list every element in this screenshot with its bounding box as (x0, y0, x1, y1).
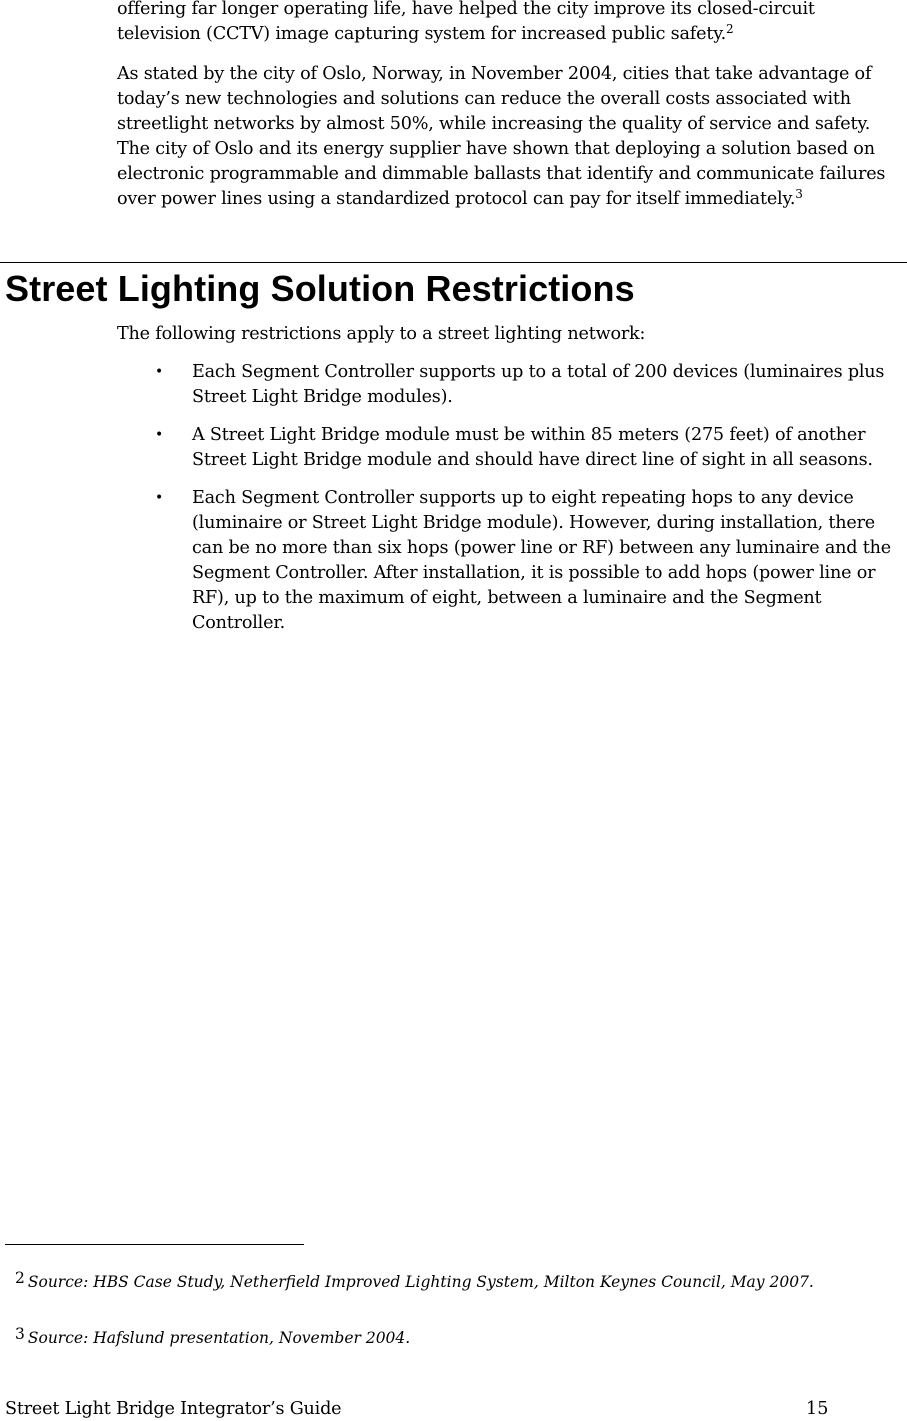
footnote-2 (15, 1267, 875, 1293)
intro-paragraph-2-text: As stated by the city of Oslo, Norway, in November 2004, cities that take advantage of today’s new technologies and solutions can reduce the overall costs associated with streetlight networks by almost 50%, while increasing the quality of service and safety. The city of Oslo and its energy supplier have shown that deploying a solution based on electronic programmable and dimmable ballasts that identify and communicate failures over power lines using a standardized protocol can pay for itself immediately. (117, 64, 886, 209)
section-lead: The following restrictions apply to a street lighting network: (117, 324, 646, 344)
restrictions-list (155, 360, 905, 649)
page-number: 15 (806, 1399, 829, 1419)
footnote-ref-3[interactable]: 3 (795, 187, 803, 201)
intro-paragraph-1 (117, 0, 897, 47)
footnote-separator (5, 1244, 304, 1245)
list-item (155, 423, 905, 473)
list-item (155, 360, 905, 410)
bullet-icon: • (155, 427, 164, 443)
footnote-number: 2 (15, 1269, 25, 1287)
list-item-text: Each Segment Controller supports up to eight repeating hops to any device (luminaire or Street Light Bridge module). However, during installation, there can be no more than six hops (power line or RF) between any luminaire and the Segment Controller. After installation, it is possible to add hops (power line or RF), up to the maximum of eight, between a luminaire and the Segment Controller. (192, 488, 891, 633)
footer-title: Street Light Bridge Integrator’s Guide (5, 1399, 342, 1419)
section-divider (0, 262, 907, 263)
section-heading: Street Lighting Solution Restrictions (5, 268, 635, 309)
list-item-text: Each Segment Controller supports up to a total of 200 devices (luminaires plus Street Light Bridge modules). (192, 362, 885, 407)
footnote-text: Source: HBS Case Study, Netherfield Improved Lighting System, Milton Keynes Council, May 2007. (27, 1273, 814, 1291)
intro-paragraph-1-text: offering far longer operating life, have helped the city improve its closed-circuit television (CCTV) image capturing system for increased public safety. (117, 0, 815, 44)
footnote-3 (15, 1323, 875, 1349)
list-item-text: A Street Light Bridge module must be within 85 meters (275 feet) of another Street Light Bridge module and should have direct line of sight in all seasons. (192, 425, 873, 470)
bullet-icon: • (155, 364, 164, 380)
footnote-text: Source: Hafslund presentation, November 2004. (27, 1329, 411, 1347)
intro-paragraph-2 (117, 62, 897, 212)
bullet-icon: • (155, 490, 164, 506)
footnote-number: 3 (15, 1325, 25, 1343)
footnote-ref-2[interactable]: 2 (725, 22, 734, 36)
list-item (155, 486, 905, 636)
